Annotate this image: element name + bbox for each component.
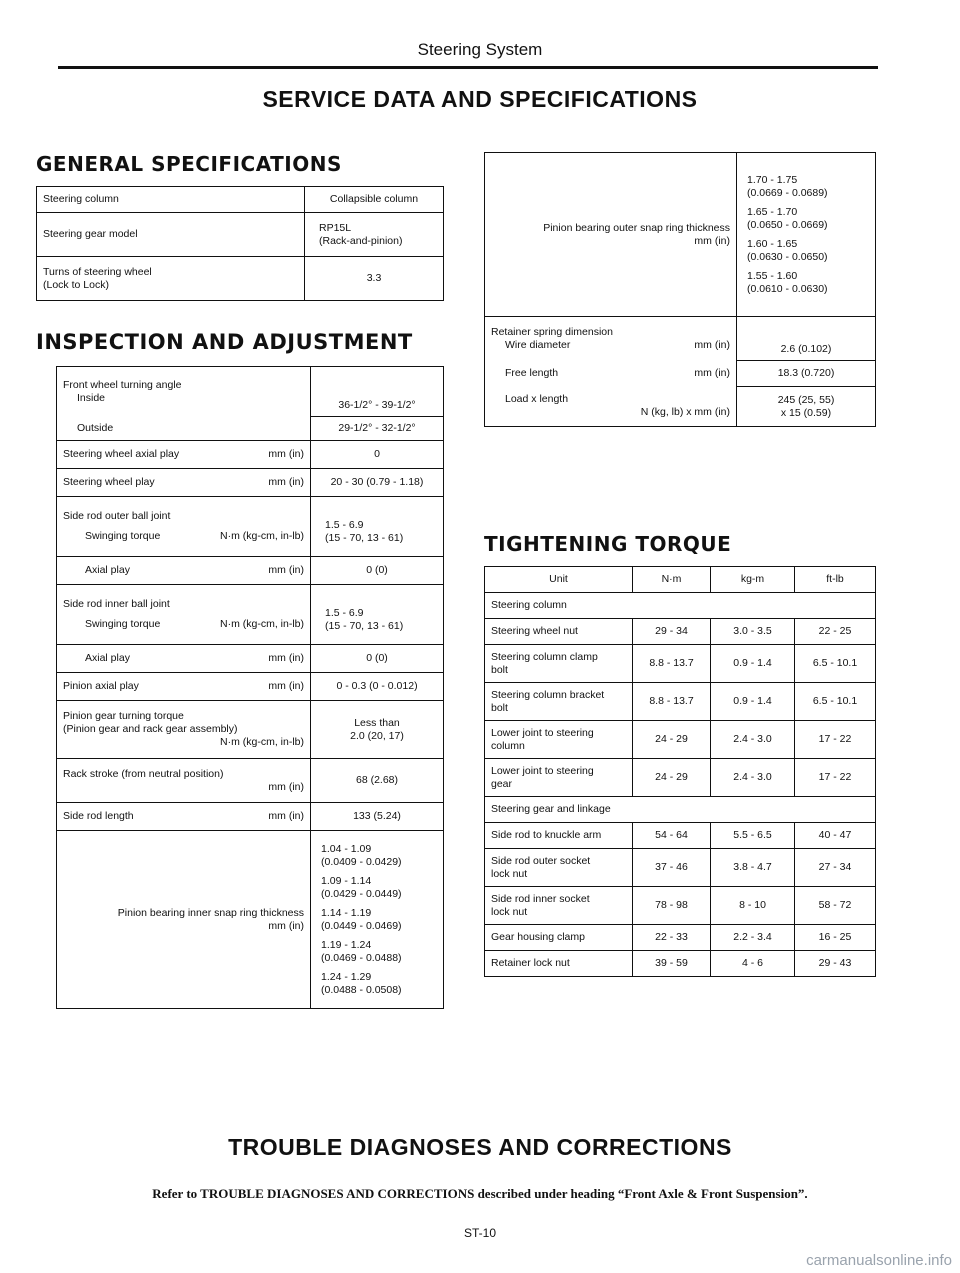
swinging-torque-label: Swinging torque xyxy=(85,618,161,630)
cell: 2.4 - 3.0 xyxy=(711,721,795,759)
cell: Side rod inner socket lock nut xyxy=(485,887,633,925)
cell: 3.8 - 4.7 xyxy=(711,849,795,887)
cell: Steering column clamp bolt xyxy=(485,645,633,683)
unit: mm (in) xyxy=(268,448,304,460)
swinging-torque-label: Swinging torque xyxy=(85,530,161,542)
cell: 40 - 47 xyxy=(795,823,876,849)
cell: Lower joint to steering column xyxy=(485,721,633,759)
unit: N·m (kg-cm, in-lb) xyxy=(220,736,304,748)
cell: Side rod to knuckle arm xyxy=(485,823,633,849)
header-rule xyxy=(58,66,878,69)
unit: mm (in) xyxy=(694,234,730,247)
free-length-label: Free length xyxy=(505,367,559,379)
unit: N (kg, lb) x mm (in) xyxy=(640,406,730,419)
load-label: Load x length xyxy=(505,393,569,406)
tightening-torque-table xyxy=(484,566,876,977)
cell: 3.0 - 3.5 xyxy=(711,619,795,645)
table-row xyxy=(57,557,444,585)
page-number: ST-10 xyxy=(463,1226,496,1240)
outside-label: Outside xyxy=(77,421,114,434)
cell: 2.4 - 3.0 xyxy=(711,759,795,797)
cell: 2.2 - 3.4 xyxy=(711,925,795,951)
inner-snap-value: 1.14 - 1.19 (0.0449 - 0.0469) xyxy=(321,906,402,932)
wheel-play-label: Steering wheel play xyxy=(63,476,155,488)
general-specifications-title: GENERAL SPECIFICATIONS xyxy=(36,152,342,176)
running-header: Steering System xyxy=(417,40,543,59)
unit: mm (in) xyxy=(268,780,304,793)
spec-value: Collapsible column xyxy=(305,187,444,213)
outer-play-value: 0 (0) xyxy=(311,557,444,585)
table-group-row xyxy=(485,593,876,619)
table-row xyxy=(57,441,444,469)
table-row xyxy=(57,673,444,701)
cell: 16 - 25 xyxy=(795,925,876,951)
spec-label: Turns of steering wheel (Lock to Lock) xyxy=(37,257,305,301)
cell: 6.5 - 10.1 xyxy=(795,645,876,683)
pinion-axial-label: Pinion axial play xyxy=(63,680,139,692)
unit: N·m (kg-cm, in-lb) xyxy=(220,618,304,630)
inner-snap-value: 1.09 - 1.14 (0.0429 - 0.0449) xyxy=(321,874,402,900)
table-row xyxy=(485,925,876,951)
table-row xyxy=(485,951,876,977)
outer-snap-label: Pinion bearing outer snap ring thickness xyxy=(543,221,730,234)
cell: Steering column bracket bolt xyxy=(485,683,633,721)
free-length-value: 18.3 (0.720) xyxy=(737,361,876,387)
unit: mm (in) xyxy=(268,564,304,576)
table-header-row xyxy=(485,567,876,593)
column-header: Unit xyxy=(485,567,633,593)
cell: 39 - 59 xyxy=(633,951,711,977)
cell: Side rod outer socket lock nut xyxy=(485,849,633,887)
table-group-row xyxy=(485,797,876,823)
group-label: Steering column xyxy=(485,593,876,619)
inside-label: Inside xyxy=(77,391,106,404)
unit: mm (in) xyxy=(268,680,304,692)
cell: 17 - 22 xyxy=(795,759,876,797)
table-row xyxy=(485,387,876,427)
table-row xyxy=(57,645,444,673)
table-row xyxy=(485,887,876,925)
table-row xyxy=(37,213,444,257)
table-row xyxy=(485,317,876,361)
general-specifications-table xyxy=(36,186,444,301)
unit: mm (in) xyxy=(268,652,304,664)
side-rod-label: Side rod length xyxy=(63,810,134,822)
rack-stroke-label: Rack stroke (from neutral position) xyxy=(63,767,224,780)
outer-snap-value: 1.55 - 1.60 (0.0610 - 0.0630) xyxy=(747,269,828,295)
spec-value: 3.3 xyxy=(305,257,444,301)
spec-label: Steering gear model xyxy=(37,213,305,257)
table-row xyxy=(485,645,876,683)
spec-label: Steering column xyxy=(37,187,305,213)
axial-play-label: Axial play xyxy=(85,652,130,664)
wire-label: Wire diameter xyxy=(505,338,571,351)
table-row xyxy=(485,823,876,849)
cell: 8.8 - 13.7 xyxy=(633,683,711,721)
cell: 22 - 33 xyxy=(633,925,711,951)
inspection-adjustment-table xyxy=(56,366,444,1009)
inner-play-value: 0 (0) xyxy=(311,645,444,673)
table-row xyxy=(485,759,876,797)
cell: 5.5 - 6.5 xyxy=(711,823,795,849)
unit: mm (in) xyxy=(694,367,730,379)
trouble-diagnoses-text: Refer to TROUBLE DIAGNOSES AND CORRECTIONS described under heading “Front Axle & Front Suspension”. xyxy=(152,1186,808,1201)
cell: 8 - 10 xyxy=(711,887,795,925)
unit: mm (in) xyxy=(268,919,304,932)
inspection-adjustment-title: INSPECTION AND ADJUSTMENT xyxy=(36,330,413,354)
cell: 0.9 - 1.4 xyxy=(711,683,795,721)
table-row xyxy=(57,759,444,803)
cell: 78 - 98 xyxy=(633,887,711,925)
pinion-torque-value: Less than 2.0 (20, 17) xyxy=(311,701,444,759)
table-row xyxy=(485,849,876,887)
table-row xyxy=(57,585,444,645)
cell: 6.5 - 10.1 xyxy=(795,683,876,721)
table-row xyxy=(57,497,444,557)
axial-play-label: Steering wheel axial play xyxy=(63,448,180,460)
watermark: carmanualsonline.info xyxy=(806,1252,952,1269)
inner-snap-value: 1.24 - 1.29 (0.0488 - 0.0508) xyxy=(321,970,402,996)
cell: Retainer lock nut xyxy=(485,951,633,977)
cell: 17 - 22 xyxy=(795,721,876,759)
retainer-label: Retainer spring dimension xyxy=(491,325,613,338)
cell: 24 - 29 xyxy=(633,721,711,759)
cell: Steering wheel nut xyxy=(485,619,633,645)
inner-torque-value: 1.5 - 6.9 (15 - 70, 13 - 61) xyxy=(311,585,444,645)
column-header: N·m xyxy=(633,567,711,593)
table-row xyxy=(57,701,444,759)
table-row xyxy=(485,153,876,317)
inner-snap-value: 1.04 - 1.09 (0.0409 - 0.0429) xyxy=(321,842,402,868)
cell: Gear housing clamp xyxy=(485,925,633,951)
table-row xyxy=(485,721,876,759)
cell: 29 - 43 xyxy=(795,951,876,977)
trouble-diagnoses-title: TROUBLE DIAGNOSES AND CORRECTIONS xyxy=(228,1134,732,1160)
unit: N·m (kg-cm, in-lb) xyxy=(220,530,304,542)
table-row xyxy=(485,619,876,645)
inner-joint-label: Side rod inner ball joint xyxy=(63,598,170,610)
outer-snap-value: 1.70 - 1.75 (0.0669 - 0.0689) xyxy=(747,173,828,199)
table-row xyxy=(57,367,444,417)
cell: Lower joint to steering gear xyxy=(485,759,633,797)
outer-joint-label: Side rod outer ball joint xyxy=(63,510,171,522)
cell: 37 - 46 xyxy=(633,849,711,887)
table-row xyxy=(57,469,444,497)
table-row xyxy=(57,417,444,441)
unit: mm (in) xyxy=(268,810,304,822)
unit: mm (in) xyxy=(694,338,730,351)
cell: 4 - 6 xyxy=(711,951,795,977)
cell: 24 - 29 xyxy=(633,759,711,797)
outside-value: 29-1/2° - 32-1/2° xyxy=(311,417,444,441)
table-row xyxy=(37,257,444,301)
pinion-torque-label: Pinion gear turning torque (Pinion gear and rack gear assembly) xyxy=(63,710,238,735)
cell: 27 - 34 xyxy=(795,849,876,887)
wire-value: 2.6 (0.102) xyxy=(737,317,876,361)
cell: 22 - 25 xyxy=(795,619,876,645)
cell: 29 - 34 xyxy=(633,619,711,645)
cell: 54 - 64 xyxy=(633,823,711,849)
tightening-torque-title: TIGHTENING TORQUE xyxy=(484,532,732,556)
snap-ring-retainer-table xyxy=(484,152,876,427)
table-row xyxy=(57,803,444,831)
front-wheel-angle-label: Front wheel turning angle xyxy=(63,378,182,391)
inner-snap-label: Pinion bearing inner snap ring thickness xyxy=(117,906,304,919)
table-row xyxy=(37,187,444,213)
spec-value: RP15L (Rack-and-pinion) xyxy=(305,213,444,257)
group-label: Steering gear and linkage xyxy=(485,797,876,823)
axial-play-label: Axial play xyxy=(85,564,130,576)
inner-snap-value: 1.19 - 1.24 (0.0469 - 0.0488) xyxy=(321,938,402,964)
inside-value: 36-1/2° - 39-1/2° xyxy=(311,367,444,417)
outer-torque-value: 1.5 - 6.9 (15 - 70, 13 - 61) xyxy=(311,497,444,557)
column-header: kg-m xyxy=(711,567,795,593)
cell: 8.8 - 13.7 xyxy=(633,645,711,683)
outer-snap-value: 1.60 - 1.65 (0.0630 - 0.0650) xyxy=(747,237,828,263)
outer-snap-value: 1.65 - 1.70 (0.0650 - 0.0669) xyxy=(747,205,828,231)
side-rod-value: 133 (5.24) xyxy=(311,803,444,831)
pinion-axial-value: 0 - 0.3 (0 - 0.012) xyxy=(311,673,444,701)
page-title: SERVICE DATA AND SPECIFICATIONS xyxy=(262,86,698,112)
rack-stroke-value: 68 (2.68) xyxy=(311,759,444,803)
cell: 58 - 72 xyxy=(795,887,876,925)
table-row xyxy=(57,831,444,1009)
axial-play-value: 0 xyxy=(311,441,444,469)
unit: mm (in) xyxy=(268,476,304,488)
table-row xyxy=(485,683,876,721)
wheel-play-value: 20 - 30 (0.79 - 1.18) xyxy=(311,469,444,497)
table-row xyxy=(485,361,876,387)
cell: 0.9 - 1.4 xyxy=(711,645,795,683)
load-value: 245 (25, 55) x 15 (0.59) xyxy=(737,387,876,427)
column-header: ft-lb xyxy=(795,567,876,593)
